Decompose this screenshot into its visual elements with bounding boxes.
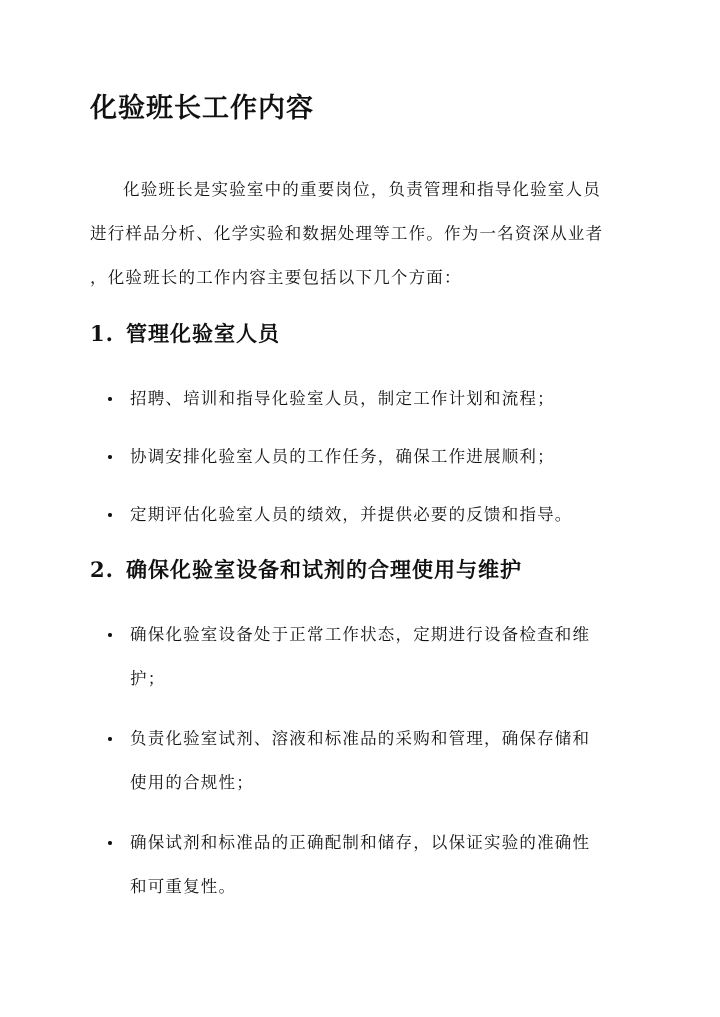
bullet-dot-icon (108, 397, 112, 401)
list-item-text-continued: 护； (130, 669, 166, 688)
list-item (90, 377, 635, 421)
section-heading-1 (90, 318, 280, 348)
list-item-text: 确保化验室设备处于正常工作状态，定期进行设备检查和维 (130, 625, 591, 644)
bullet-dot-icon (108, 455, 112, 459)
list-item-text: 确保试剂和标准品的正确配制和储存，以保证实验的准确性 (130, 833, 591, 852)
list-item (90, 717, 635, 805)
section-number: 2. (90, 557, 114, 582)
section-2-list (90, 613, 635, 909)
list-item-text: 招聘、培训和指导化验室人员，制定工作计划和流程； (130, 389, 555, 408)
list-item-text-continued: 使用的合规性； (130, 773, 254, 792)
list-item-text-continued: 和可重复性。 (130, 877, 237, 896)
section-title: 确保化验室设备和试剂的合理使用与维护 (126, 557, 522, 582)
bullet-dot-icon (108, 633, 112, 637)
list-item (90, 613, 635, 701)
list-item-text: 定期评估化验室人员的绩效，并提供必要的反馈和指导。 (130, 505, 573, 524)
section-title: 管理化验室人员 (126, 321, 280, 346)
intro-line: ，化验班长的工作内容主要包括以下几个方面： (90, 268, 462, 287)
bullet-dot-icon (108, 513, 112, 517)
document-title: 化验班长工作内容 (90, 93, 314, 124)
section-1-list (90, 377, 635, 537)
intro-line: 化验班长是实验室中的重要岗位，负责管理和指导化验室人员 (123, 180, 601, 199)
list-item (90, 821, 635, 909)
list-item (90, 493, 635, 537)
intro-line: 进行样品分析、化学实验和数据处理等工作。作为一名资深从业者 (90, 224, 604, 243)
section-heading-2 (90, 554, 522, 584)
list-item-text: 负责化验室试剂、溶液和标准品的采购和管理，确保存储和 (130, 729, 591, 748)
section-number: 1. (90, 321, 114, 346)
list-item-text: 协调安排化验室人员的工作任务，确保工作进展顺利； (130, 447, 555, 466)
bullet-dot-icon (108, 737, 112, 741)
intro-paragraph (90, 168, 635, 300)
bullet-dot-icon (108, 841, 112, 845)
list-item (90, 435, 635, 479)
